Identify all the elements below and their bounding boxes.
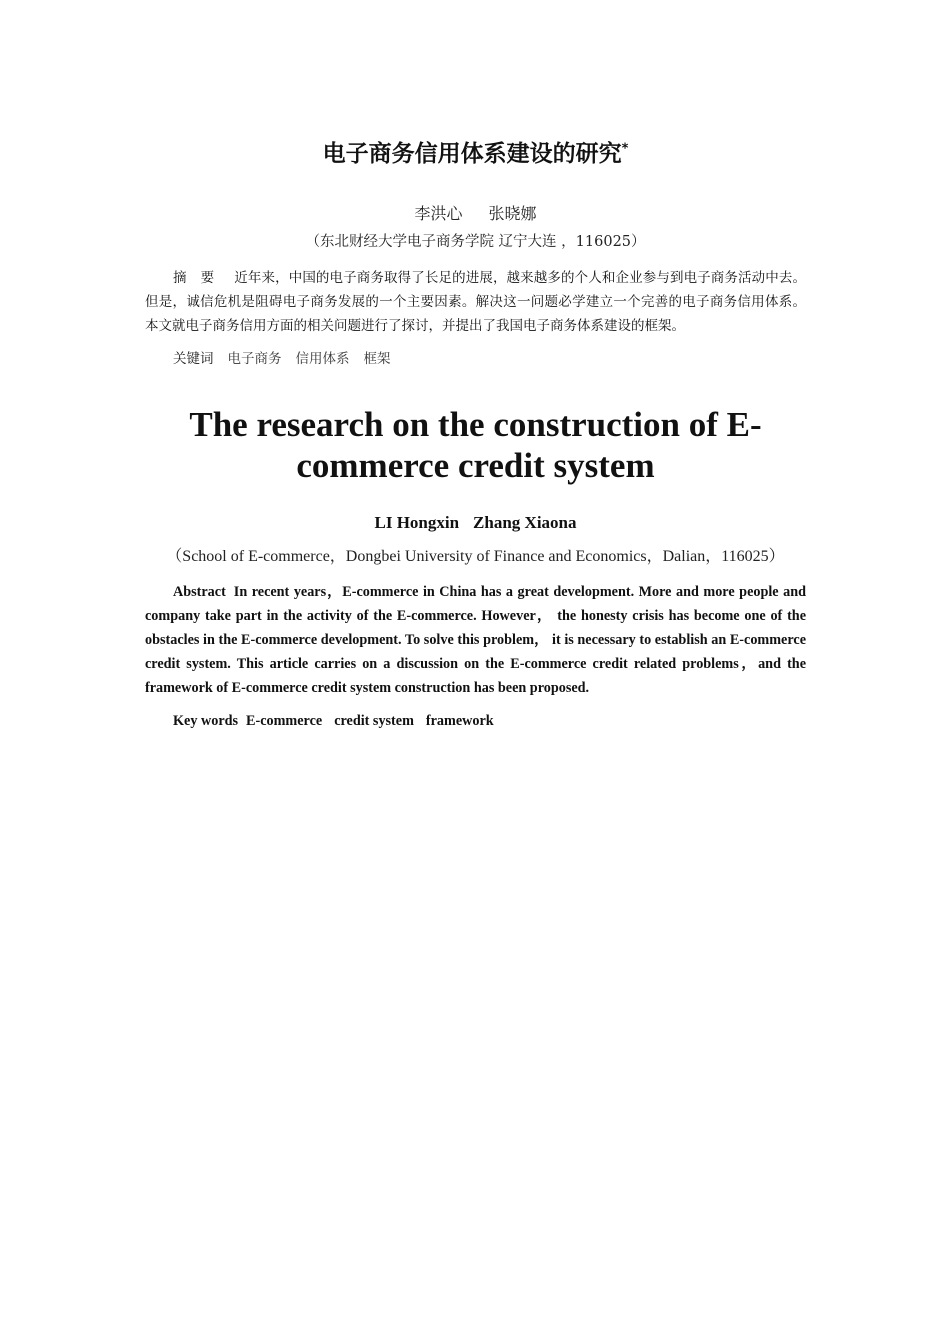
chinese-authors bbox=[145, 202, 806, 226]
chinese-keyword-3: 框架 bbox=[363, 351, 391, 367]
english-abstract bbox=[145, 580, 806, 700]
english-keyword-2: credit system bbox=[334, 713, 414, 729]
english-abstract-text: In recent years，E-commerce in China has a great development. More and more people and company take part in the activity of the E-commerce. However， the honesty crisis has become one of the obstacles in the E-commerce development. To solve this problem， it is necessary to establish an E-commerce credit system. This article carries on a discussion on the E-commerce credit related problems，and the framework of E-commerce credit system construction has been proposed. bbox=[145, 584, 806, 696]
chinese-keyword-1: 电子商务 bbox=[227, 351, 282, 367]
chinese-abstract-label: 摘要 bbox=[173, 270, 229, 286]
chinese-title-text: 电子商务信用体系建设的研究 bbox=[322, 141, 622, 167]
english-keywords-label: Key words bbox=[173, 713, 239, 729]
english-title: The research on the construction of E-commerce credit system bbox=[189, 405, 762, 485]
english-authors bbox=[145, 511, 806, 535]
chinese-author-2: 张晓娜 bbox=[488, 204, 537, 223]
english-author-2: Zhang Xiaona bbox=[473, 513, 577, 532]
chinese-keywords bbox=[173, 347, 806, 371]
chinese-title bbox=[145, 138, 806, 170]
english-affiliation: （School of E-commerce，Dongbei University of Finance and Economics，Dalian，116025） bbox=[166, 548, 785, 565]
english-abstract-label: Abstract bbox=[173, 584, 226, 600]
title-footnote-mark: * bbox=[621, 141, 629, 157]
english-keyword-3: framework bbox=[425, 713, 494, 729]
chinese-keywords-label: 关键词 bbox=[173, 351, 214, 367]
english-keywords bbox=[173, 709, 806, 733]
chinese-abstract bbox=[145, 266, 806, 338]
english-author-1: LI Hongxin bbox=[374, 513, 460, 532]
chinese-keyword-2: 信用体系 bbox=[295, 351, 350, 367]
chinese-author-1: 李洪心 bbox=[414, 204, 463, 223]
english-keyword-1: E-commerce bbox=[246, 713, 323, 729]
chinese-abstract-text: 近年来，中国的电子商务取得了长足的进展，越来越多的个人和企业参与到电子商务活动中去。但是，诚信危机是阻碍电子商务发展的一个主要因素。解决这一问题必学建立一个完善的电子商务信用体系。本文就电子商务信用方面的相关问题进行了探讨，并提出了我国电子商务体系建设的框架。 bbox=[145, 270, 807, 334]
chinese-affiliation: （东北财经大学电子商务学院 辽宁大连 ，116025） bbox=[305, 234, 646, 250]
